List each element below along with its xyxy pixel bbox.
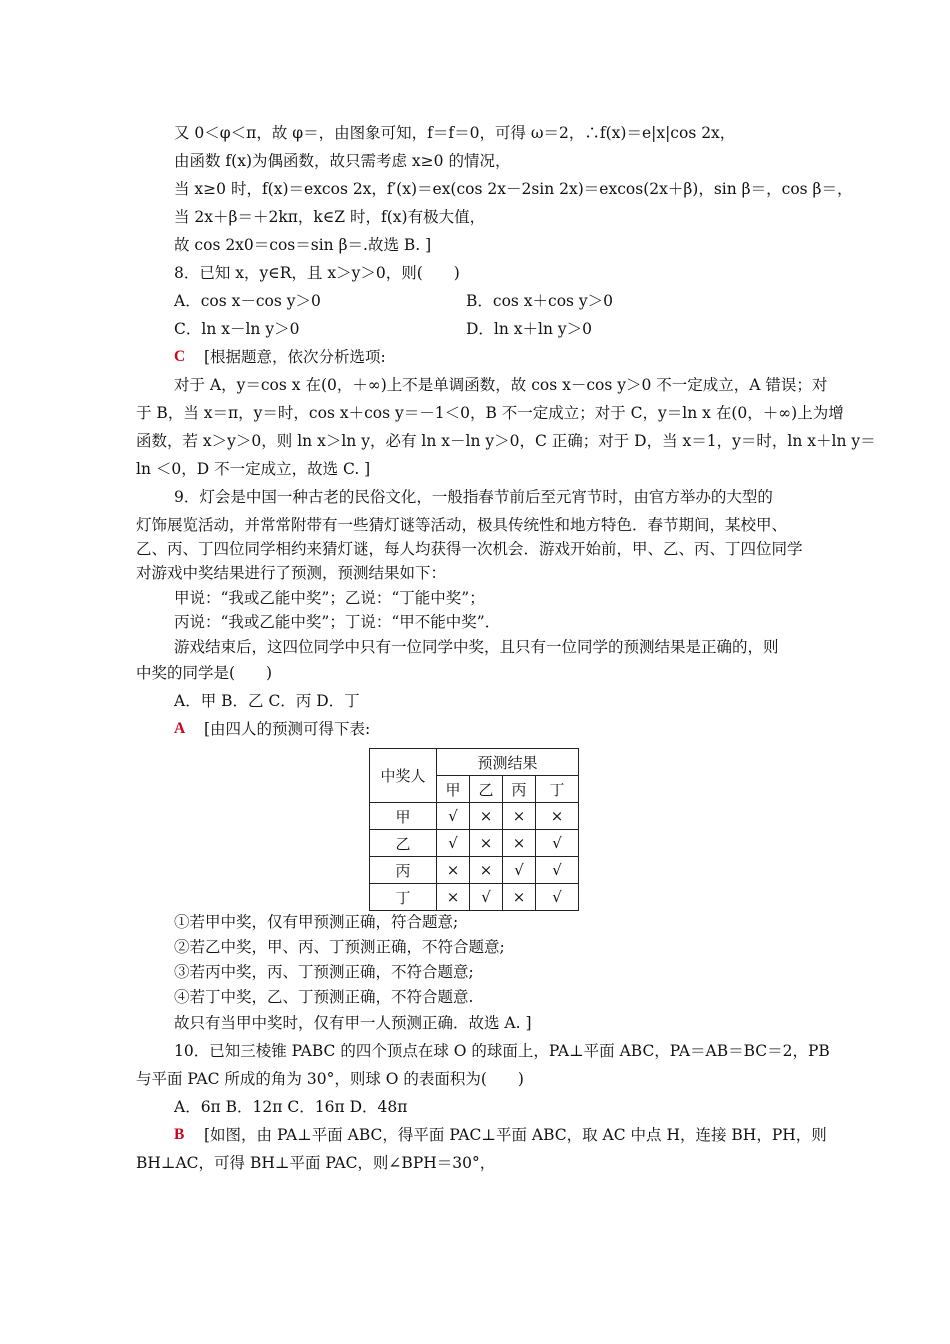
row-name: 丙 <box>370 857 437 884</box>
text-line: 乙、丙、丁四位同学相约来猜灯谜，每人均获得一次机会．游戏开始前，甲、乙、丙、丁四位同学 <box>136 540 803 558</box>
table-row <box>370 803 579 830</box>
table-cell: × <box>437 884 470 911</box>
text-line: 当 2x＋β＝＋2kπ，k∈Z 时，f(x)有极大值， <box>174 208 486 226</box>
text-line: [根据题意，依次分析选项: <box>204 348 386 366</box>
text-line: ①若甲中奖，仅有甲预测正确，符合题意; <box>174 913 459 931</box>
table-cell: × <box>536 803 579 830</box>
table-col-header: 甲 <box>437 776 470 803</box>
text-line: 函数，若 x＞y＞0，则 ln x＞ln y，必有 ln x－ln y＞0，C 正确；对于 D，当 x＝1，y＝时，ln x＋ln y＝ <box>136 432 876 450</box>
table-cell: √ <box>536 884 579 911</box>
answer-letter: B <box>174 1126 185 1143</box>
table-cell: √ <box>470 884 503 911</box>
text-line: 当 x≥0 时，f(x)＝excos 2x，f′(x)＝ex(cos 2x－2sin 2x)＝excos(2x＋β)，sin β＝，cos β＝， <box>174 180 853 198</box>
option-c: C．ln x－ln y＞0 <box>174 320 300 338</box>
text-line: ②若乙中奖，甲、丙、丁预测正确，不符合题意; <box>174 938 505 956</box>
text-line: 由函数 f(x)为偶函数，故只需考虑 x≥0 的情况， <box>174 152 511 170</box>
text-line: 又 0＜φ＜π，故 φ＝，由图象可知，f＝f＝0，可得 ω＝2，∴f(x)＝e|x|cos 2x， <box>174 124 736 142</box>
text-line: 甲说：“我或乙能中奖”；乙说：“丁能中奖”； <box>174 589 485 607</box>
text-line: 于 B，当 x＝π，y＝时，cos x＋cos y＝－1＜0，B 不一定成立；对于 C，y＝ln x 在(0，＋∞)上为增 <box>136 404 844 422</box>
table-cell: √ <box>503 857 536 884</box>
row-name: 甲 <box>370 803 437 830</box>
text-line: 灯饰展览活动，并常常附带有一些猜灯谜等活动，极具传统性和地方特色．春节期间，某校甲、 <box>136 516 788 534</box>
answer-letter: A <box>174 720 186 737</box>
text-line: [由四人的预测可得下表: <box>204 720 371 738</box>
table-cell: × <box>503 884 536 911</box>
question-8: 8．已知 x，y∈R，且 x＞y＞0，则( ) <box>174 264 460 282</box>
answer-letter: C <box>174 348 186 365</box>
table-header-group: 预测结果 <box>437 749 579 776</box>
text-line: 故只有当甲中奖时，仅有甲一人预测正确．故选 A. ] <box>174 1014 532 1032</box>
table-cell: × <box>470 830 503 857</box>
table-row <box>370 857 579 884</box>
table-cell: × <box>437 857 470 884</box>
table-col-header: 丙 <box>503 776 536 803</box>
text-line: 与平面 PAC 所成的角为 30°，则球 O 的表面积为( ) <box>136 1070 524 1088</box>
table-cell: √ <box>437 803 470 830</box>
options-line: A．6π B．12π C．16π D．48π <box>174 1098 408 1116</box>
question-9: 9．灯会是中国一种古老的民俗文化，一般指春节前后至元宵节时，由官方举办的大型的 <box>174 488 773 506</box>
table-cell: × <box>503 830 536 857</box>
table-cell: × <box>503 803 536 830</box>
table-cell: √ <box>536 830 579 857</box>
text-line: 游戏结束后，这四位同学中只有一位同学中奖，且只有一位同学的预测结果是正确的，则 <box>174 638 779 656</box>
table-col-header: 乙 <box>470 776 503 803</box>
text-line: 丙说：“我或乙能中奖”；丁说：“甲不能中奖”． <box>174 613 501 631</box>
text-line: 对游戏中奖结果进行了预测，预测结果如下： <box>136 564 447 582</box>
table-row <box>370 884 579 911</box>
question-10: 10．已知三棱锥 PABC 的四个顶点在球 O 的球面上，PA⊥平面 ABC，PA＝AB＝BC＝2，PB <box>174 1042 830 1060</box>
text-line: 中奖的同学是( ) <box>136 664 273 682</box>
text-line: 对于 A，y＝cos x 在(0，＋∞)上不是单调函数，故 cos x－cos y＞0 不一定成立，A 错误；对 <box>174 376 828 394</box>
row-name: 丁 <box>370 884 437 911</box>
table-col-header: 丁 <box>536 776 579 803</box>
text-line: ln ＜0，D 不一定成立，故选 C. ] <box>136 460 371 478</box>
text-line: 故 cos 2x0＝cos＝sin β＝.故选 B. ] <box>174 236 432 254</box>
option-b: B．cos x＋cos y＞0 <box>466 292 614 310</box>
table-cell: × <box>470 857 503 884</box>
table-cell: √ <box>437 830 470 857</box>
table-cell: × <box>470 803 503 830</box>
table-header-winner: 中奖人 <box>370 749 437 803</box>
options-line: A．甲 B．乙 C．丙 D．丁 <box>174 692 360 710</box>
option-a: A．cos x－cos y＞0 <box>174 292 321 310</box>
text-line: ③若丙中奖，丙、丁预测正确，不符合题意; <box>174 963 474 981</box>
row-name: 乙 <box>370 830 437 857</box>
text-line: BH⊥AC，可得 BH⊥平面 PAC，则∠BPH＝30°， <box>136 1154 496 1172</box>
table-row <box>370 830 579 857</box>
table-cell: √ <box>536 857 579 884</box>
prediction-table <box>369 748 579 911</box>
text-line: ④若丁中奖，乙、丁预测正确，不符合题意. <box>174 988 474 1006</box>
option-d: D．ln x＋ln y＞0 <box>466 320 593 338</box>
text-line: [如图，由 PA⊥平面 ABC，得平面 PAC⊥平面 ABC，取 AC 中点 H，连接 BH，PH，则 <box>204 1126 827 1144</box>
